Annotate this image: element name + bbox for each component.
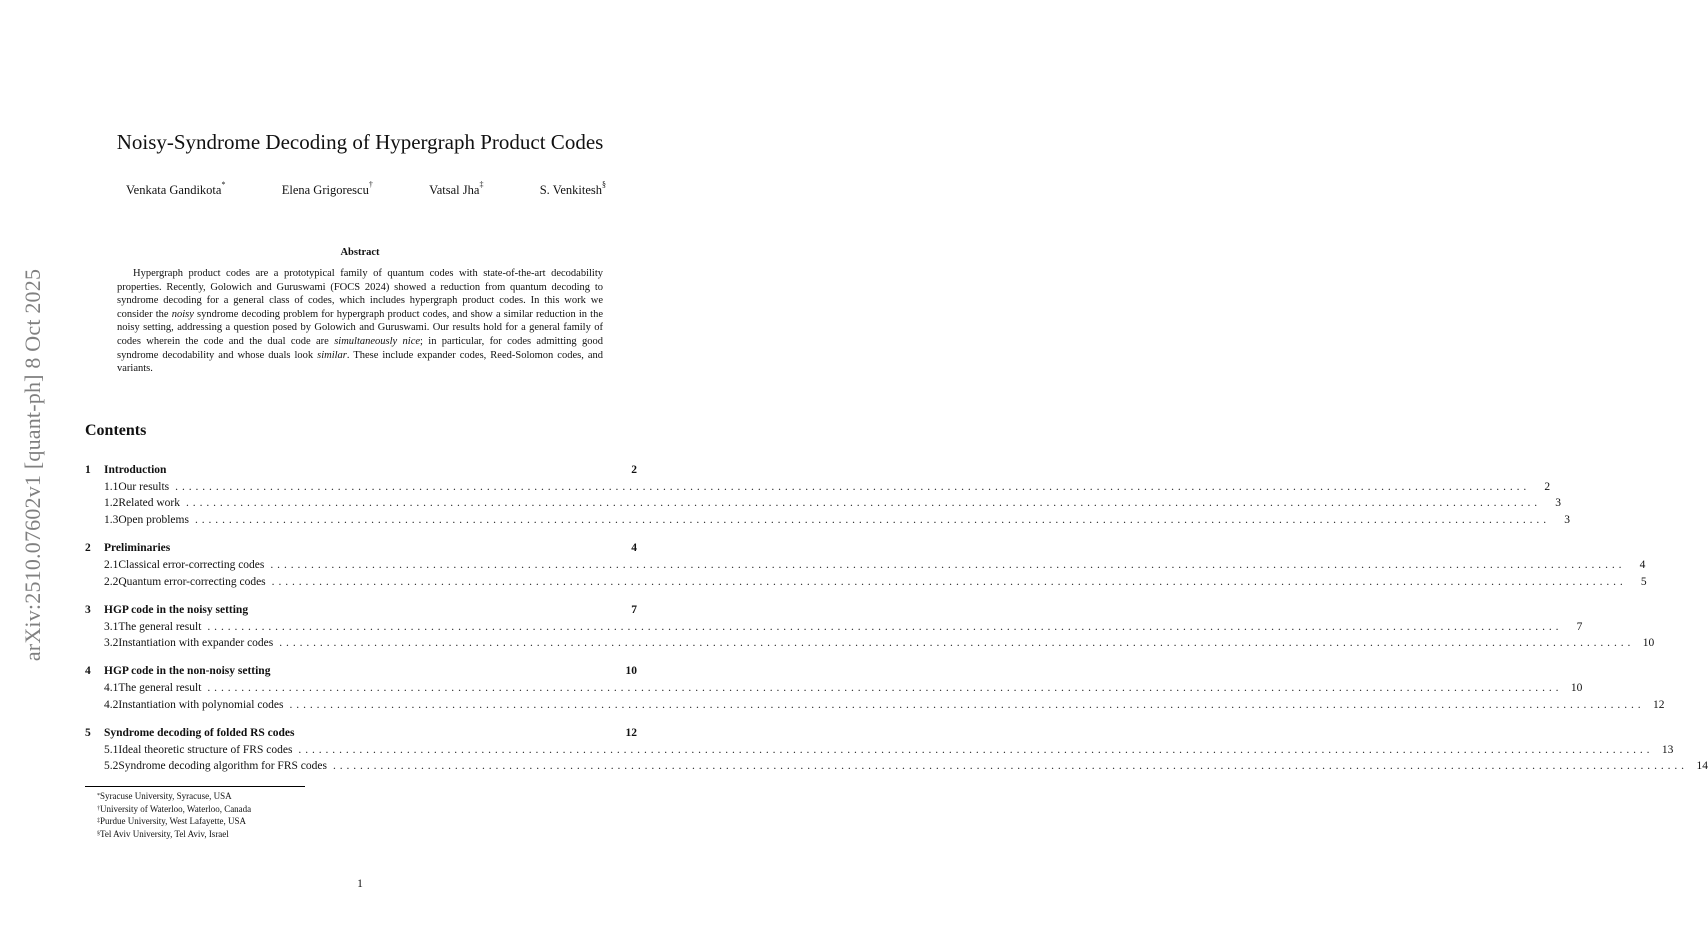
author-footnote-mark: ‡ (479, 180, 484, 189)
toc-section-number: 2 (85, 542, 91, 555)
toc-page-number: 10 (1642, 637, 1655, 650)
table-of-contents (85, 464, 1708, 777)
toc-section[interactable] (85, 464, 637, 481)
toc-page-number: 5 (1640, 575, 1647, 588)
toc-dot-leader: ........................................................................................................................................................................................................ (207, 682, 1563, 695)
toc-section-title: Introduction (104, 464, 167, 476)
toc-subsection-number: 2.1 (104, 558, 119, 571)
toc-dot-leader: ........................................................................................................................................................................................................ (271, 575, 1627, 588)
footnote-mark: † (97, 805, 100, 812)
toc-subsection[interactable] (85, 575, 1647, 593)
footnote (97, 828, 251, 841)
toc-page-number: 12 (1653, 698, 1665, 711)
toc-subsection-title: Ideal theoretic structure of FRS codes (118, 743, 293, 756)
toc-subsection-number: 4.1 (104, 682, 119, 695)
toc-section-number: 3 (85, 603, 91, 616)
toc-subsection[interactable] (85, 743, 1674, 761)
author-name: Venkata Gandikota (126, 183, 222, 197)
toc-section[interactable] (85, 604, 637, 621)
toc-dot-leader: ........................................................................................................................................................................................................ (289, 698, 1645, 711)
footnote-text: Syracuse University, Syracuse, USA (100, 791, 232, 801)
toc-dot-leader: ........................................................................................................................................................................................................ (194, 514, 1550, 527)
abstract-heading: Abstract (340, 247, 380, 258)
abstract-text-part: . These include expander codes, Reed-Solomon codes, and variants. (117, 349, 603, 375)
toc-subsection-title: Quantum error-correcting codes (118, 575, 266, 588)
footnote-text: Purdue University, West Lafayette, USA (100, 816, 246, 827)
abstract-emphasis: similar (317, 349, 347, 361)
toc-subsection-number: 3.1 (104, 620, 119, 633)
footnote-rule (85, 786, 305, 787)
author (281, 180, 373, 198)
toc-subsection-number: 1.2 (104, 497, 119, 510)
toc-subsection[interactable] (85, 637, 1655, 654)
footnote-mark: ‡ (97, 818, 100, 825)
toc-subsection[interactable] (85, 558, 1646, 576)
author (429, 180, 484, 198)
abstract-text-part: Hypergraph product codes are a prototypical family of quantum codes with state-of-the-art decodability properties. Recently, Golowich and Guruswami (FOCS 2024) showed a reduction from quantum decoding to syndrome decoding for a general class of codes, which includes hypergraph product codes. In this work we consider the (117, 268, 603, 320)
footnote-text: Tel Aviv University, Tel Aviv, Israel (100, 828, 229, 839)
author-footnote-mark: * (221, 180, 226, 189)
toc-subsection[interactable] (85, 514, 1570, 531)
toc-subsection-number: 2.2 (104, 575, 119, 588)
toc-page-number: 7 (631, 603, 637, 616)
toc-section-title: HGP code in the non-noisy setting (104, 665, 271, 678)
paper-title: Noisy-Syndrome Decoding of Hypergraph Product Codes (116, 130, 604, 154)
footnote (97, 815, 251, 828)
toc-dot-leader: ........................................................................................................................................................................................................ (298, 743, 1654, 756)
toc-page-number: 2 (631, 464, 637, 476)
toc-section[interactable] (85, 542, 637, 559)
abstract-emphasis: noisy (171, 308, 194, 320)
arxiv-identifier: arXiv:2510.07602v1 [quant-ph] 8 Oct 2025 (20, 268, 45, 662)
footnote (97, 790, 251, 803)
toc-subsection-title: Classical error-correcting codes (118, 558, 265, 571)
author-name: Elena Grigorescu (281, 183, 369, 197)
toc-subsection[interactable] (85, 497, 1562, 514)
abstract-body (117, 267, 603, 376)
author (126, 180, 226, 198)
toc-page-number: 3 (1555, 497, 1562, 510)
toc-page-number: 10 (1570, 682, 1583, 695)
toc-dot-leader: ........................................................................................................................................................................................................ (175, 480, 1531, 493)
toc-page-number: 10 (625, 665, 637, 678)
toc-subsection[interactable] (85, 480, 1551, 498)
author-name: S. Venkitesh (539, 183, 602, 197)
toc-subsection-number: 1.1 (104, 480, 119, 493)
footnote (97, 803, 251, 816)
toc-page-number: 2 (1544, 480, 1551, 493)
affiliation-footnotes (97, 790, 251, 840)
toc-subsection-title: Instantiation with expander codes (118, 637, 274, 650)
toc-dot-leader: ........................................................................................................................................................................................................ (332, 760, 1688, 773)
author-footnote-mark: † (368, 180, 373, 189)
toc-page-number: 12 (625, 726, 637, 739)
author-list (126, 180, 606, 198)
toc-subsection[interactable] (85, 698, 1665, 716)
toc-subsection-number: 4.2 (104, 698, 119, 711)
toc-page-number: 13 (1661, 743, 1674, 756)
toc-section-number: 4 (85, 665, 91, 678)
toc-subsection-number: 5.2 (104, 760, 119, 773)
abstract-text-part: syndrome decoding problem for hypergraph product codes, and show a similar reduction in the noisy setting, addressing a question posed by Golowich and Guruswami. Our results hold for a general family of codes wherein the code and the dual code are (117, 308, 603, 347)
toc-page-number: 7 (1576, 620, 1583, 633)
toc-page-number: 4 (631, 542, 637, 555)
toc-dot-leader: ........................................................................................................................................................................................................ (270, 558, 1626, 571)
toc-subsection[interactable] (85, 620, 1583, 638)
toc-subsection-title: Instantiation with polynomial codes (118, 698, 284, 711)
toc-page-number: 3 (1564, 514, 1570, 527)
page-number: 1 (357, 878, 363, 890)
toc-page-number: 4 (1639, 558, 1646, 571)
toc-dot-leader: ........................................................................................................................................................................................................ (186, 497, 1542, 510)
toc-subsection-number: 1.3 (104, 514, 119, 527)
toc-section-title: Syndrome decoding of folded RS codes (104, 726, 295, 739)
toc-subsection-title: Syndrome decoding algorithm for FRS codes (118, 760, 327, 773)
toc-section[interactable] (85, 665, 637, 682)
contents-heading: Contents (85, 422, 147, 439)
toc-page-number: 14 (1696, 760, 1708, 773)
toc-subsection-number: 3.2 (104, 637, 119, 650)
toc-dot-leader: ........................................................................................................................................................................................................ (279, 637, 1635, 650)
abstract-text-part: ; in particular, for codes admitting good syndrome decodability and whose duals look (117, 335, 603, 361)
toc-subsection[interactable] (85, 760, 1708, 777)
footnote-mark: * (97, 793, 100, 799)
toc-dot-leader: ........................................................................................................................................................................................................ (207, 620, 1563, 633)
author-footnote-mark: § (602, 180, 606, 189)
abstract-emphasis: simultaneously nice (334, 335, 421, 347)
author-name: Vatsal Jha (429, 183, 480, 197)
toc-subsection-title: Our results (118, 480, 170, 493)
toc-subsection-title: The general result (118, 620, 202, 633)
toc-subsection-title: Open problems (118, 514, 189, 527)
toc-section-number: 1 (85, 464, 91, 476)
footnote-mark: § (97, 830, 100, 837)
toc-subsection-title: Related work (118, 497, 181, 510)
toc-subsection[interactable] (85, 682, 1583, 699)
toc-subsection-number: 5.1 (104, 743, 119, 756)
toc-section-title: HGP code in the noisy setting (104, 603, 249, 616)
toc-section-number: 5 (85, 726, 91, 739)
toc-section[interactable] (85, 727, 637, 744)
toc-section-title: Preliminaries (104, 542, 171, 555)
footnote-text: University of Waterloo, Waterloo, Canada (100, 803, 252, 814)
author (539, 180, 606, 198)
toc-subsection-title: The general result (118, 682, 202, 695)
